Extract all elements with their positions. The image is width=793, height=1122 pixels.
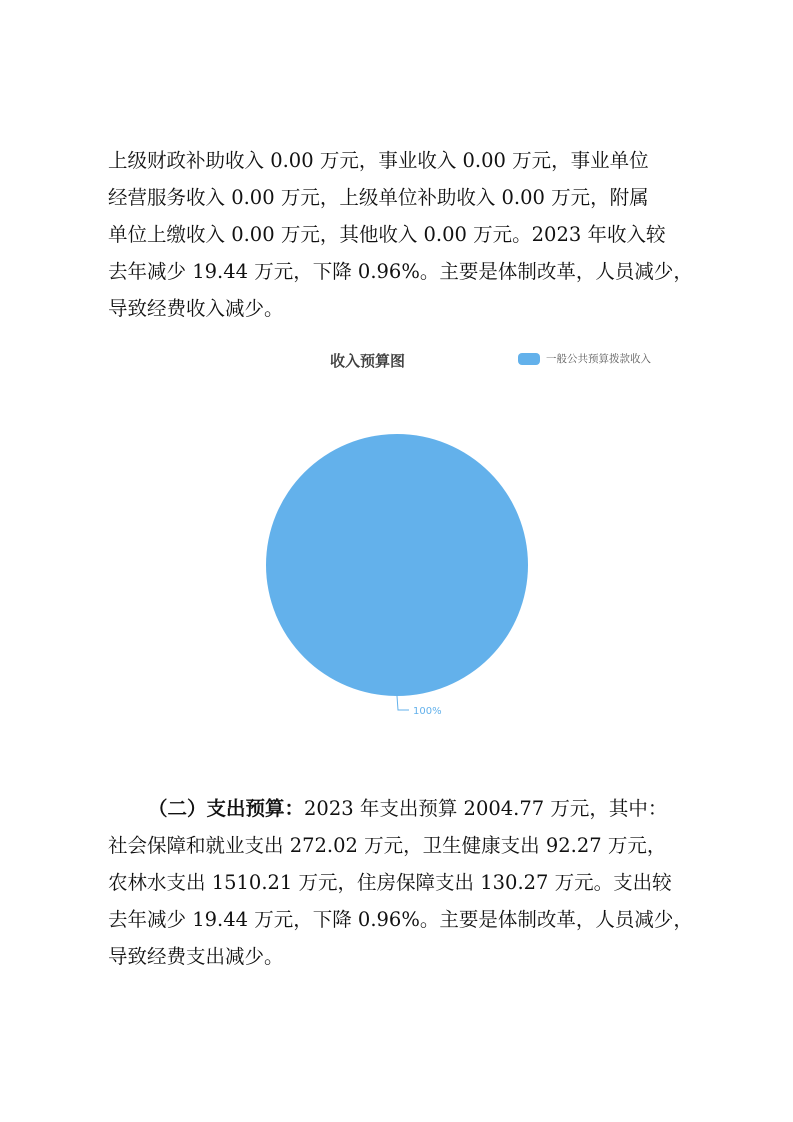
text-line: 去年减少 19.44 万元，下降 0.96%。主要是体制改革，人员减少， bbox=[108, 260, 693, 283]
expenditure-paragraph bbox=[108, 790, 692, 975]
legend-label: 一般公共预算拨款收入 bbox=[546, 353, 651, 365]
text-line-content: 2023 年支出预算 2004.77 万元，其中： bbox=[304, 797, 668, 820]
pie-data-label: 100% bbox=[413, 706, 442, 717]
section-heading: （二）支出预算： bbox=[148, 797, 305, 820]
text-line: 社会保障和就业支出 272.02 万元，卫生健康支出 92.27 万元， bbox=[108, 834, 667, 857]
text-line: 上级财政补助收入 0.00 万元，事业收入 0.00 万元，事业单位 bbox=[108, 149, 649, 172]
chart-title: 收入预算图 bbox=[330, 352, 406, 370]
text-line: 去年减少 19.44 万元，下降 0.96%。主要是体制改革，人员减少， bbox=[108, 908, 693, 931]
text-line bbox=[108, 790, 692, 827]
pie-slice bbox=[266, 434, 528, 696]
text-line: 导致经费收入减少。 bbox=[108, 297, 284, 320]
data-label-leader-line bbox=[397, 696, 409, 710]
text-line: 导致经费支出减少。 bbox=[108, 945, 284, 968]
text-line: 经营服务收入 0.00 万元，上级单位补助收入 0.00 万元，附属 bbox=[108, 186, 649, 209]
text-line: 单位上缴收入 0.00 万元，其他收入 0.00 万元。2023 年收入较 bbox=[108, 223, 666, 246]
text-line: 农林水支出 1510.21 万元，住房保障支出 130.27 万元。支出较 bbox=[108, 871, 672, 894]
